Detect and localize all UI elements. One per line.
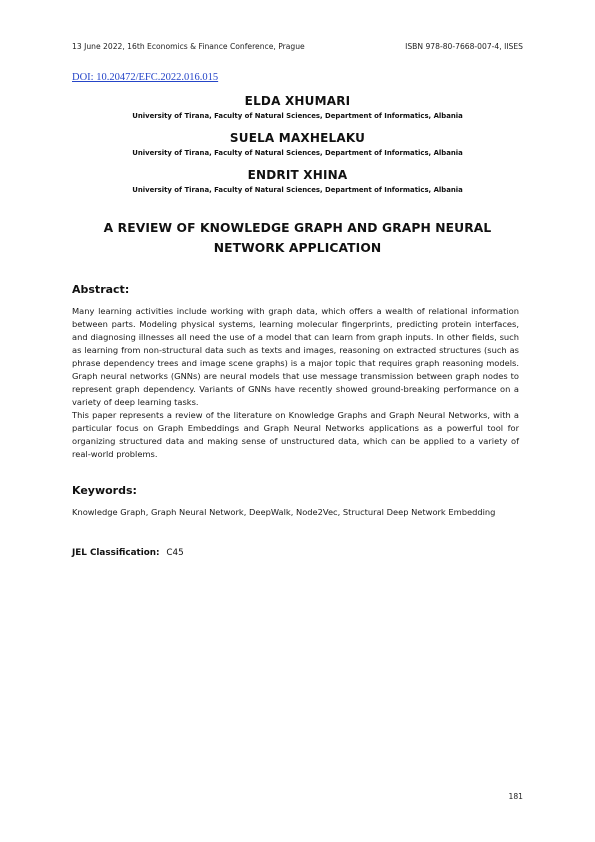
- author-affiliation: University of Tirana, Faculty of Natural Sciences, Department of Informatics, Albania: [132, 186, 463, 194]
- paper-title-line-2: NETWORK APPLICATION: [213, 241, 382, 255]
- abstract-heading: Abstract:: [72, 283, 130, 296]
- abstract-paragraph-2: This paper represents a review of the literature on Knowledge Graphs and Graph Neural Networks, with a particular focus on Graph Embeddings and Graph Neural Networks applications as a powerful tool for organizing structured data and making sense of unstructured data, which can be applied to a variety of real-world problems.: [72, 410, 519, 459]
- paper-title-line-1: A REVIEW OF KNOWLEDGE GRAPH AND GRAPH NEURAL: [103, 221, 492, 235]
- keywords-text: Knowledge Graph, Graph Neural Network, DeepWalk, Node2Vec, Structural Deep Network Embedding: [72, 507, 496, 517]
- author-name: ENDRIT XHINA: [247, 168, 348, 182]
- author-name: SUELA MAXHELAKU: [229, 131, 366, 145]
- abstract-body: [72, 305, 519, 461]
- jel-label: JEL Classification:: [72, 548, 160, 558]
- author-affiliation: University of Tirana, Faculty of Natural Sciences, Department of Informatics, Albania: [132, 112, 463, 120]
- paper-title: [72, 218, 523, 258]
- author-block-3: [0, 168, 595, 194]
- jel-classification: [72, 548, 184, 558]
- jel-value: C45: [166, 548, 184, 558]
- author-block-2: [0, 131, 595, 157]
- keywords-heading: Keywords:: [72, 484, 137, 497]
- abstract-paragraph-1: Many learning activities include working with graph data, which offers a wealth of relational information between parts. Modeling physical systems, learning molecular fingerprints, predicting protein interfaces, and diagnosing illnesses all need the use of a model that can learn from graph inputs. In other fields, such as learning from non-structural data such as texts and images, reasoning on extracted structures (such as phrase dependency trees and image scene graphs) is a major topic that requires graph reasoning models. Graph neural networks (GNNs) are neural models that use message transmission between graph nodes to represent graph dependency. Variants of GNNs have recently showed ground-breaking performance on a variety of deep learning tasks.: [72, 306, 519, 407]
- doi-link[interactable]: DOI: 10.20472/EFC.2022.016.015: [72, 72, 219, 83]
- author-block-1: [0, 94, 595, 120]
- author-affiliation: University of Tirana, Faculty of Natural Sciences, Department of Informatics, Albania: [132, 149, 463, 157]
- page-number: 181: [508, 792, 523, 801]
- running-header-left: 13 June 2022, 16th Economics & Finance Conference, Prague: [72, 42, 305, 51]
- running-header-right: ISBN 978-80-7668-007-4, IISES: [405, 42, 523, 51]
- keywords-body: [72, 506, 519, 519]
- author-name: ELDA XHUMARI: [244, 94, 351, 108]
